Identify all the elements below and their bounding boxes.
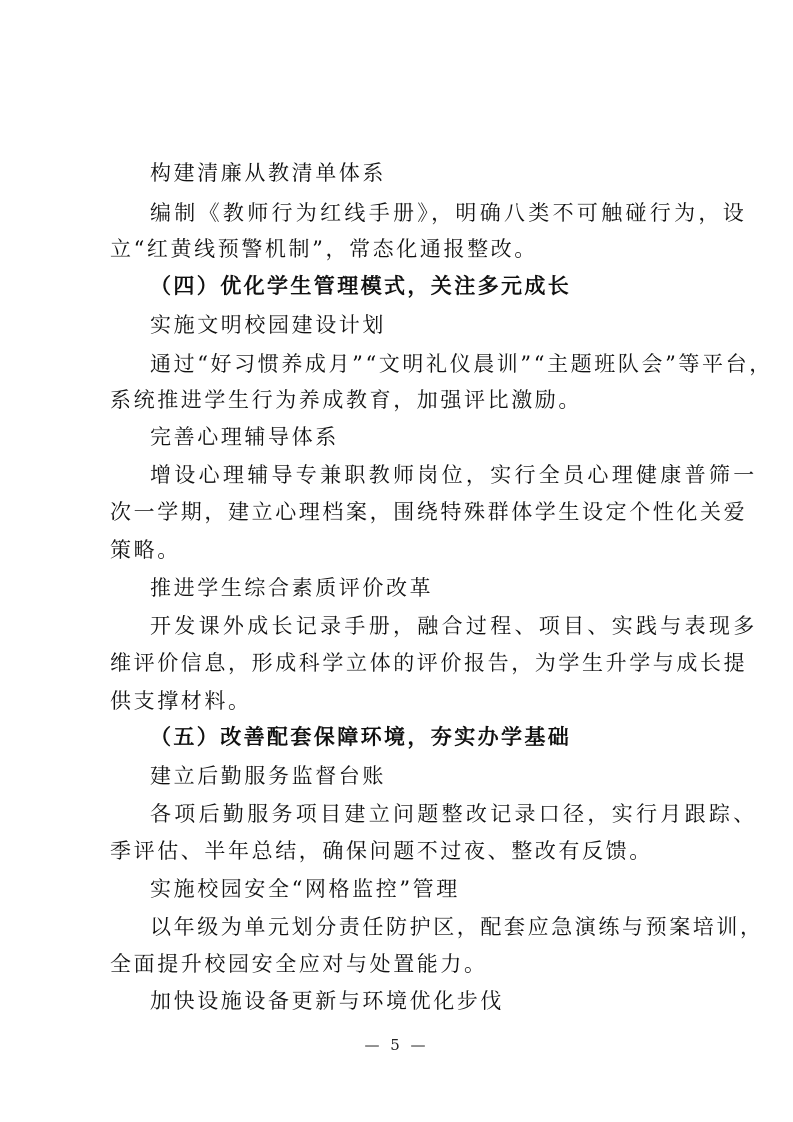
subheading-evaluation-reform: 推进学生综合素质评价改革 bbox=[150, 576, 434, 600]
paragraph-line: 以年级为单元划分责任防护区，配套应急演练与预案培训， bbox=[150, 915, 764, 939]
paragraph-line: 供支撑材料。 bbox=[110, 689, 252, 713]
paragraph-line: 增设心理辅导专兼职教师岗位，实行全员心理健康普筛一 bbox=[150, 463, 758, 487]
paragraph-line: 季评估、半年总结，确保问题不过夜、整改有反馈。 bbox=[110, 839, 653, 863]
paragraph-line: 编制《教师行为红线手册》，明确八类不可触碰行为，设 bbox=[150, 201, 747, 225]
section-heading-5: （五）改善配套保障环境，夯实办学基础 bbox=[150, 724, 572, 749]
subheading-facility-upgrade: 加快设施设备更新与环境优化步伐 bbox=[150, 989, 504, 1013]
paragraph-line: 策略。 bbox=[110, 538, 181, 562]
paragraph-line: 通过“好习惯养成月”“文明礼仪晨训”“主题班队会”等平台， bbox=[150, 352, 773, 376]
paragraph-line: 全面提升校园安全应对与处置能力。 bbox=[110, 952, 488, 976]
subheading-counseling-system: 完善心理辅导体系 bbox=[150, 425, 339, 449]
subheading-logistics-ledger: 建立后勤服务监督台账 bbox=[150, 764, 386, 788]
section-heading-4: （四）优化学生管理模式，关注多元成长 bbox=[150, 273, 572, 298]
paragraph-line: 维评价信息，形成科学立体的评价报告，为学生升学与成长提 bbox=[110, 651, 748, 675]
paragraph-line: 开发课外成长记录手册，融合过程、项目、实践与表现多 bbox=[150, 614, 758, 638]
page-number: — 5 — bbox=[364, 1036, 429, 1054]
paragraph-line: 立“红黄线预警机制”，常态化通报整改。 bbox=[110, 237, 538, 261]
paragraph-line: 各项后勤服务项目建立问题整改记录口径，实行月跟踪、 bbox=[150, 802, 758, 826]
paragraph-line: 系统推进学生行为养成教育，加强评比激励。 bbox=[110, 388, 582, 412]
subheading-campus-safety: 实施校园安全“网格监控”管理 bbox=[150, 877, 460, 901]
subheading-clean-teaching: 构建清廉从教清单体系 bbox=[150, 161, 386, 185]
paragraph-line: 次一学期，建立心理档案，围绕特殊群体学生设定个性化关爱 bbox=[110, 500, 748, 524]
subheading-civilized-campus: 实施文明校园建设计划 bbox=[150, 313, 386, 337]
